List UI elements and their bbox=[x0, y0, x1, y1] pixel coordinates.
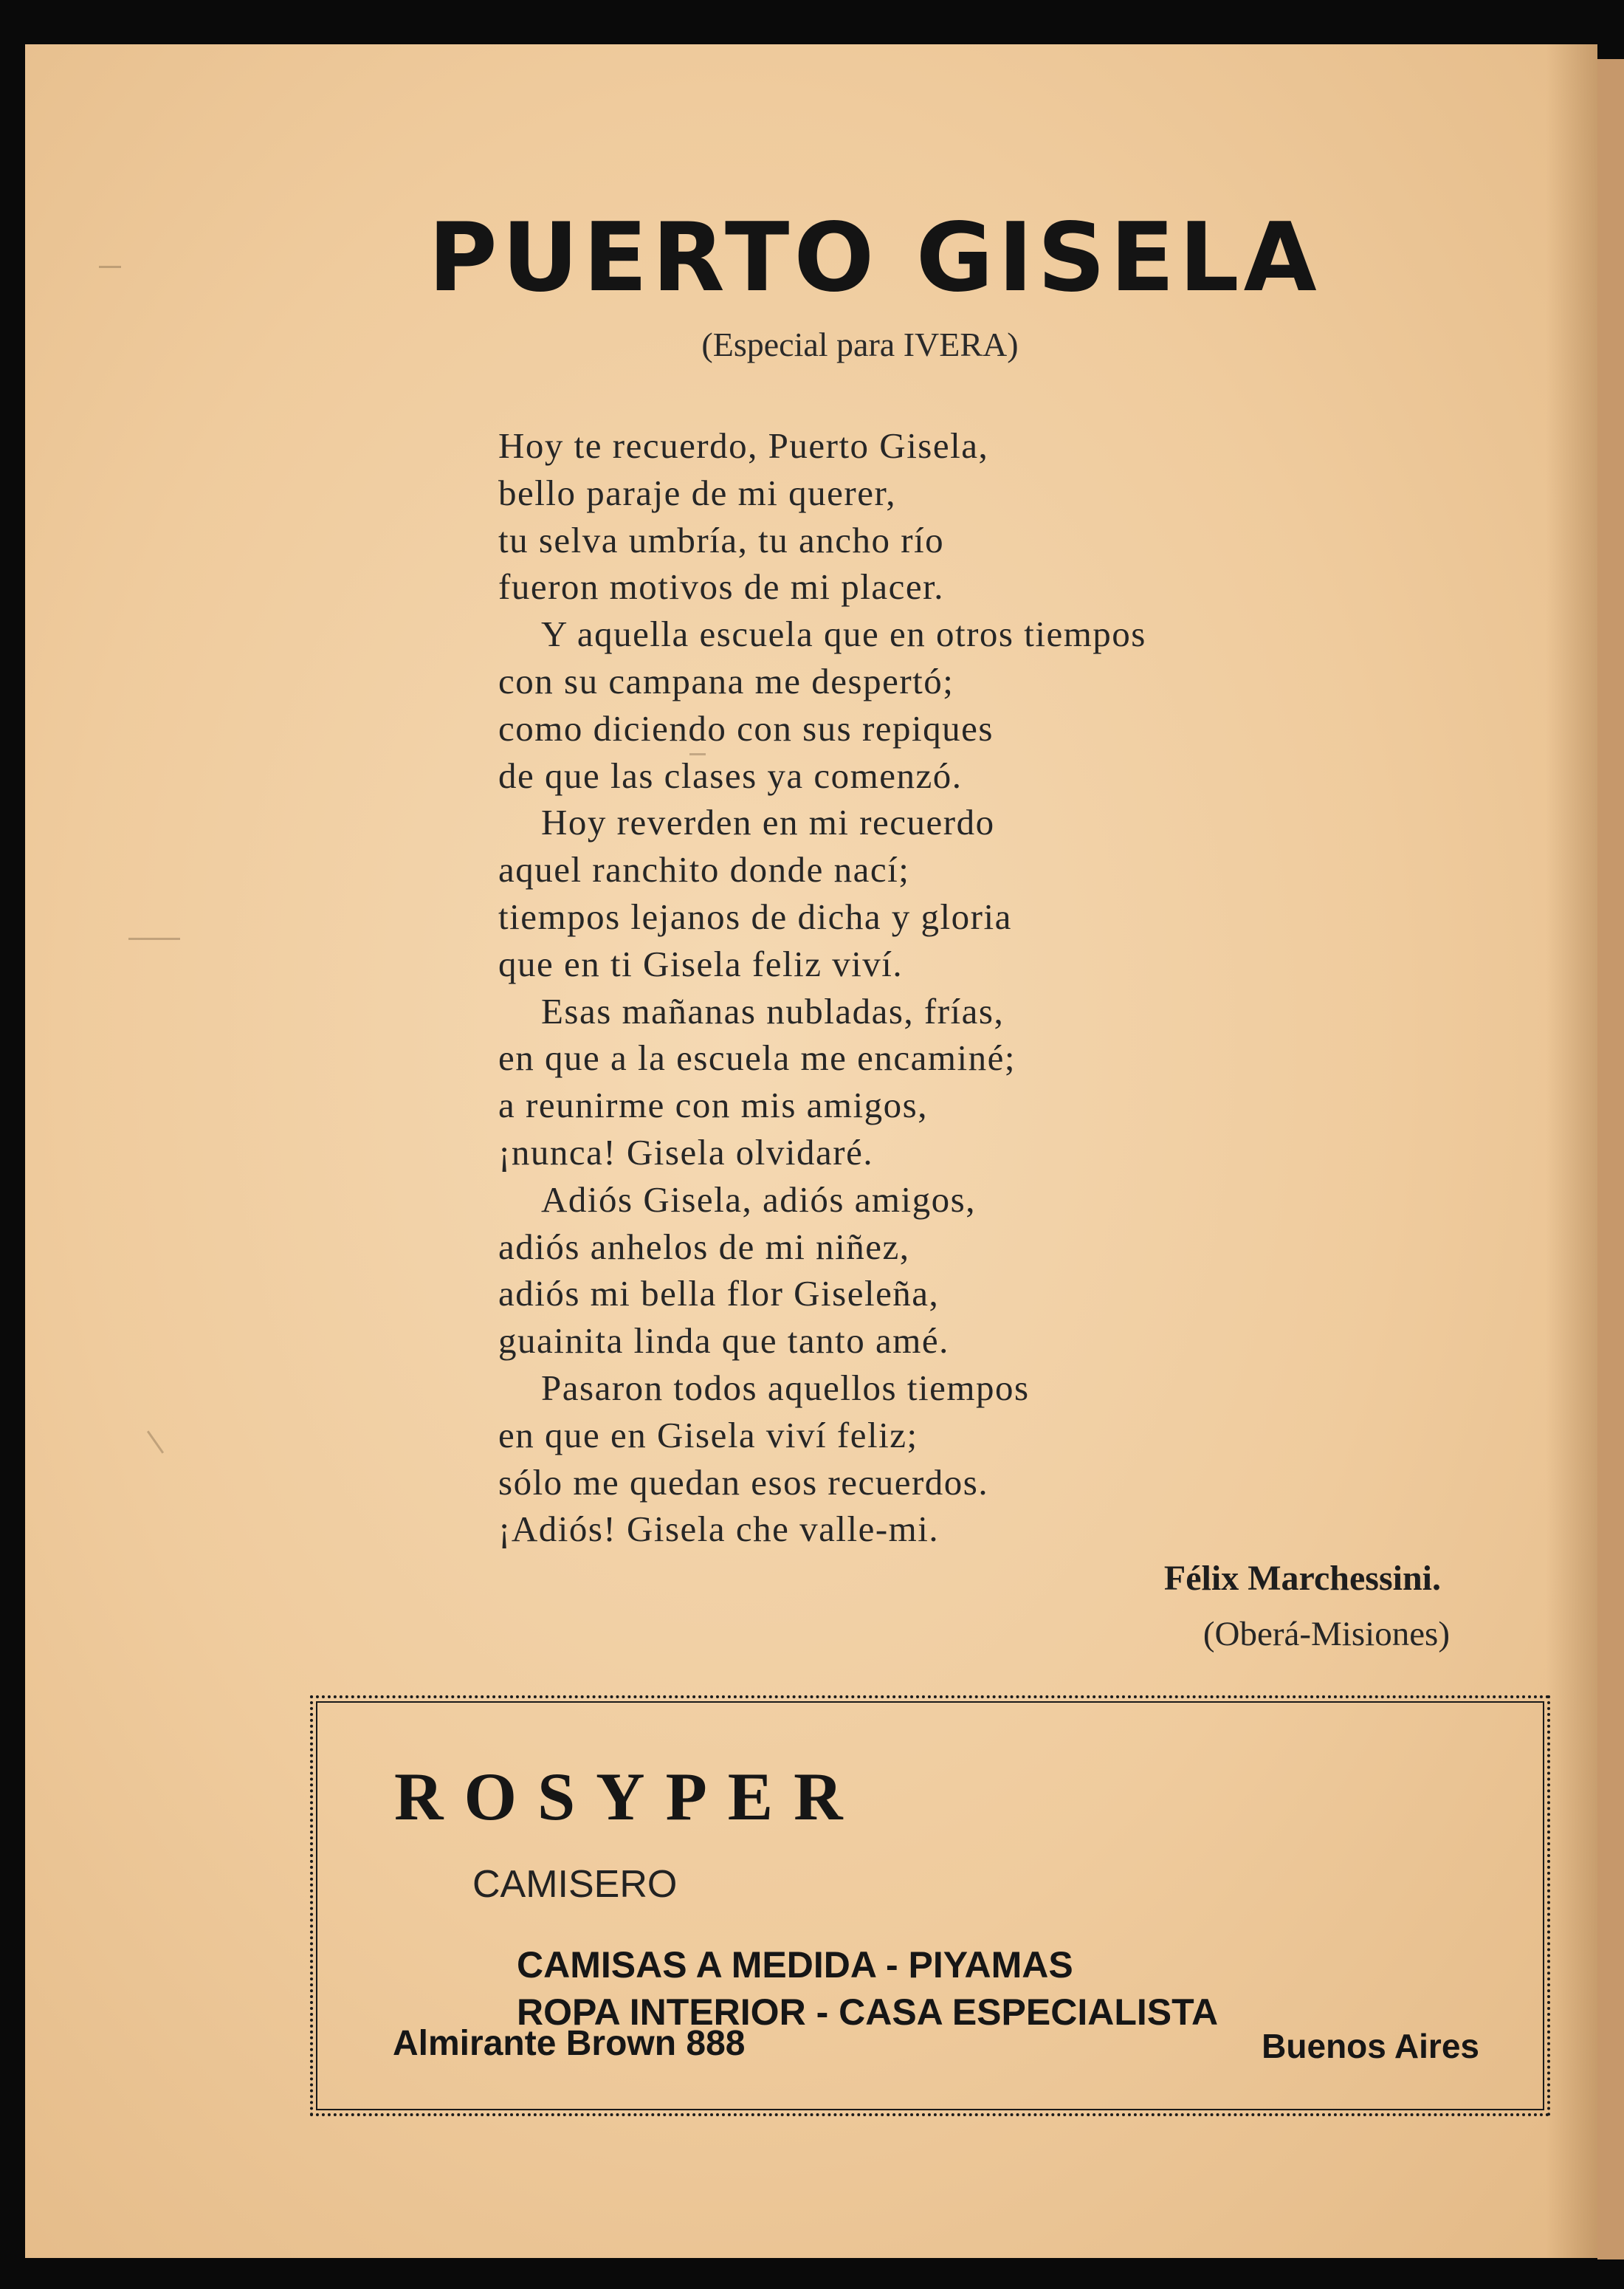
article-title: PUERTO GISELA bbox=[428, 203, 1321, 313]
ad-tagline: CAMISERO bbox=[472, 1863, 678, 1906]
poem-line: con su campana me despertó; bbox=[498, 660, 954, 701]
poem-line: sólo me quedan esos recuerdos. bbox=[498, 1461, 989, 1503]
page-edge bbox=[1597, 59, 1624, 2259]
scan-border bbox=[25, 2258, 1597, 2289]
poem-line: como diciendo con sus repiques bbox=[498, 707, 994, 749]
poem-line: bello paraje de mi querer, bbox=[498, 472, 897, 513]
ad-city: Buenos Aires bbox=[1262, 2027, 1479, 2065]
poem-line: de que las clases ya comenzó. bbox=[498, 755, 963, 796]
paper-mark bbox=[99, 266, 121, 268]
poem-line: Esas mañanas nubladas, frías, bbox=[541, 990, 1005, 1032]
poem-line: en que a la escuela me encaminé; bbox=[498, 1037, 1016, 1079]
paper-mark bbox=[147, 1430, 164, 1453]
poem-line: ¡Adiós! Gisela che valle-mi. bbox=[498, 1509, 940, 1550]
poem-line: tiempos lejanos de dicha y gloria bbox=[498, 896, 1012, 937]
poem-line: aquel ranchito donde nací; bbox=[498, 849, 910, 890]
author-location: (Oberá-Misiones) bbox=[1202, 1615, 1450, 1653]
page-shadow bbox=[1546, 44, 1597, 2258]
poem-line: adiós anhelos de mi niñez, bbox=[498, 1226, 910, 1267]
poem-line: Pasaron todos aquellos tiempos bbox=[541, 1367, 1030, 1408]
ad-product-line: ROPA INTERIOR - CASA ESPECIALISTA bbox=[517, 1991, 1219, 2033]
article-subtitle: (Especial para IVERA) bbox=[701, 326, 1019, 363]
ad-brand-name: ROSYPER bbox=[394, 1759, 864, 1834]
poem-author: Félix Marchessini. bbox=[1163, 1559, 1441, 1598]
poem-line: tu selva umbría, tu ancho río bbox=[498, 519, 945, 560]
ad-product-line: CAMISAS A MEDIDA - PIYAMAS bbox=[517, 1944, 1073, 1986]
poem-line: que en ti Gisela feliz viví. bbox=[498, 943, 904, 984]
poem-line: fueron motivos de mi placer. bbox=[498, 566, 944, 608]
poem-line: adiós mi bella flor Giseleña, bbox=[498, 1273, 940, 1314]
poem-line: ¡nunca! Gisela olvidaré. bbox=[498, 1131, 874, 1173]
poem-line: Hoy te recuerdo, Puerto Gisela, bbox=[498, 425, 989, 466]
poem-line: guainita linda que tanto amé. bbox=[498, 1320, 949, 1362]
ad-address: Almirante Brown 888 bbox=[393, 2024, 746, 2063]
poem-line: Hoy reverden en mi recuerdo bbox=[541, 802, 995, 843]
paper-mark bbox=[128, 938, 180, 940]
poem-line: Adiós Gisela, adiós amigos, bbox=[541, 1178, 976, 1220]
advertisement-box bbox=[310, 1695, 1550, 2116]
poem bbox=[498, 422, 1458, 1553]
poem-line: a reunirme con mis amigos, bbox=[498, 1085, 928, 1126]
poem-line: en que en Gisela viví feliz; bbox=[498, 1414, 918, 1455]
poem-line: Y aquella escuela que en otros tiempos bbox=[541, 614, 1146, 655]
